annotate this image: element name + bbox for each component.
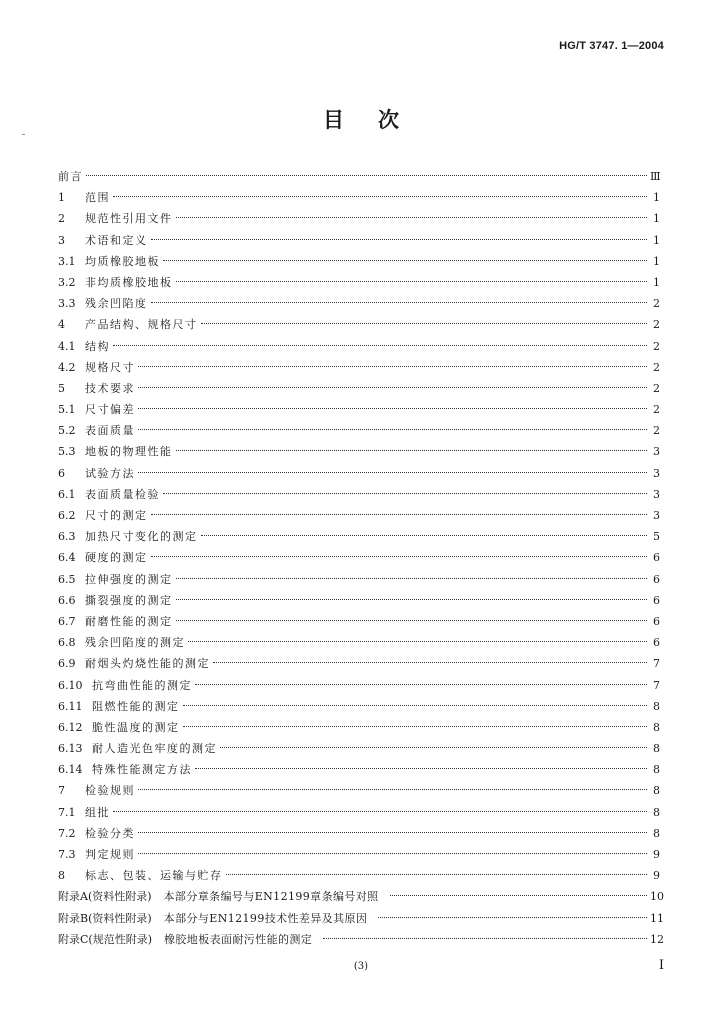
- toc-dot-leader: [226, 874, 648, 875]
- toc-entry-number: 4: [58, 318, 65, 332]
- toc-entry-page: 1: [653, 254, 660, 268]
- toc-entry-title: 表面质量: [85, 424, 135, 438]
- toc-entry-page: 10: [650, 890, 664, 904]
- toc-dot-leader: [86, 175, 647, 176]
- toc-entry[interactable]: [58, 632, 660, 653]
- toc-entry-title: 尺寸的测定: [85, 509, 148, 522]
- toc-entry-page: 8: [653, 699, 660, 713]
- toc-entry-page: 8: [653, 826, 660, 840]
- toc-entry-title: 特殊性能测定方法: [92, 763, 192, 777]
- toc-entry-number: 6.9: [58, 657, 76, 671]
- scan-speck: [22, 134, 25, 135]
- toc-entry-title: 规范性引用文件: [85, 212, 173, 226]
- toc-entry-number: 7.3: [58, 848, 76, 861]
- toc-entry-number: 6: [58, 466, 65, 480]
- toc-entry-title: 检验规则: [85, 784, 135, 798]
- toc-entry-title: 耐磨性能的测定: [85, 614, 173, 628]
- toc-dot-leader: [151, 514, 648, 515]
- toc-dot-leader: [138, 472, 647, 473]
- toc-entry-page: 3: [653, 445, 660, 459]
- toc-entry-page: 2: [653, 339, 660, 353]
- toc-entry[interactable]: [58, 526, 660, 547]
- toc-entry-number: 5: [58, 381, 65, 395]
- toc-entry[interactable]: [58, 547, 660, 568]
- toc-entry-number: 4.1: [58, 339, 76, 353]
- toc-entry-number: 3.1: [58, 254, 76, 268]
- toc-entry-page: 2: [653, 381, 660, 395]
- toc-entry-page: 5: [653, 530, 660, 544]
- toc-entry-page: 6: [653, 551, 660, 565]
- toc-entry-page: 6: [653, 572, 660, 586]
- toc-entry-number: 5.1: [58, 403, 76, 417]
- toc-entry-title: 加热尺寸变化的测定: [85, 530, 198, 544]
- toc-entry[interactable]: [58, 463, 660, 484]
- toc-dot-leader: [151, 556, 648, 557]
- toc-entry-number: 6.14: [58, 763, 83, 777]
- toc-dot-leader: [213, 662, 647, 663]
- toc-entry-page: 8: [653, 720, 660, 734]
- toc-entry-number: 6.4: [58, 551, 76, 565]
- toc-entry-page: 8: [653, 784, 660, 798]
- toc-entry-number: 6.10: [58, 678, 83, 692]
- toc-dot-leader: [113, 345, 647, 346]
- toc-entry-title: 耐人造光色牢度的测定: [92, 742, 217, 756]
- toc-entry[interactable]: [58, 590, 660, 611]
- toc-dot-leader: [195, 684, 647, 685]
- toc-entry-page: 6: [653, 593, 660, 607]
- toc-entry[interactable]: [58, 208, 660, 229]
- toc-entry[interactable]: [58, 187, 660, 208]
- toc-entry-title: 组批: [85, 805, 110, 819]
- toc-entry-number: 8: [58, 869, 65, 883]
- toc-entry-title: 范围: [85, 191, 110, 205]
- toc-dot-leader: [138, 789, 647, 790]
- toc-dot-leader: [176, 599, 648, 600]
- toc-dot-leader: [378, 917, 647, 918]
- toc-entry-title: 结构: [85, 339, 110, 353]
- toc-entry-page: 7: [653, 678, 660, 692]
- toc-entry[interactable]: [58, 908, 664, 929]
- toc-entry-title: 阻燃性能的测定: [92, 699, 180, 713]
- toc-entry-number: 附录B(资料性附录): [58, 911, 152, 925]
- toc-entry-number: 6.6: [58, 593, 76, 607]
- toc-entry[interactable]: [58, 378, 660, 399]
- toc-entry-page: 6: [653, 614, 660, 628]
- toc-entry-title: 地板的物理性能: [85, 445, 173, 459]
- toc-entry-number: 6.5: [58, 572, 76, 586]
- toc-entry-title: 橡胶地板表面耐污性能的测定: [164, 932, 313, 946]
- toc-entry-title: 本部分与EN12199技术性差异及其原因: [163, 911, 368, 925]
- toc-entry-number: 6.2: [58, 509, 76, 522]
- table-of-contents: [58, 166, 664, 950]
- toc-entry[interactable]: [58, 314, 660, 335]
- toc-entry-number: 4.2: [58, 360, 76, 374]
- toc-entry-number: 6.3: [58, 530, 76, 544]
- toc-entry[interactable]: [58, 569, 660, 590]
- toc-entry-number: 附录C(规范性附录): [58, 932, 152, 946]
- standard-code: HG/T 3747. 1—2004: [559, 40, 664, 52]
- toc-entry-page: 3: [653, 487, 660, 501]
- toc-dot-leader: [323, 938, 647, 939]
- toc-entry[interactable]: [58, 251, 660, 272]
- toc-entry-title: 术语和定义: [85, 233, 148, 247]
- toc-entry-title: 耐烟头灼烧性能的测定: [85, 657, 210, 671]
- toc-entry-number: 6.7: [58, 614, 76, 628]
- toc-entry[interactable]: [58, 484, 660, 505]
- toc-dot-leader: [138, 853, 647, 854]
- toc-dot-leader: [201, 323, 648, 324]
- toc-entry-page: 9: [653, 869, 660, 883]
- toc-entry-title: 表面质量检验: [85, 487, 160, 501]
- toc-entry-page: 2: [653, 403, 660, 417]
- toc-entry[interactable]: [58, 802, 660, 823]
- footer-page-label: (3): [353, 961, 369, 972]
- toc-entry-title: 脆性温度的测定: [92, 720, 180, 734]
- toc-entry[interactable]: [58, 759, 660, 780]
- page-title: 目次: [323, 107, 433, 132]
- toc-entry[interactable]: [58, 696, 660, 717]
- toc-entry-page: 8: [653, 742, 660, 756]
- toc-dot-leader: [390, 895, 647, 896]
- toc-entry[interactable]: [58, 357, 660, 378]
- toc-entry[interactable]: [58, 929, 664, 950]
- toc-entry-page: 6: [653, 636, 660, 650]
- toc-entry-title: 抗弯曲性能的测定: [92, 678, 192, 692]
- toc-entry[interactable]: [58, 505, 660, 526]
- toc-entry-number: 5.2: [58, 424, 76, 438]
- footer-page-number: I: [658, 958, 664, 973]
- toc-entry-number: 6.11: [58, 699, 83, 713]
- toc-entry[interactable]: [58, 166, 660, 187]
- toc-entry-number: 6.8: [58, 636, 76, 650]
- toc-entry[interactable]: [58, 844, 660, 865]
- toc-dot-leader: [113, 811, 647, 812]
- toc-entry-title: 撕裂强度的测定: [85, 593, 173, 607]
- toc-entry[interactable]: [58, 717, 660, 738]
- toc-entry-title: 产品结构、规格尺寸: [85, 318, 198, 332]
- toc-entry[interactable]: [58, 611, 660, 632]
- toc-dot-leader: [163, 493, 647, 494]
- toc-dot-leader: [195, 768, 647, 769]
- toc-entry-title: 试验方法: [85, 466, 135, 480]
- toc-entry-title: 拉伸强度的测定: [85, 572, 173, 586]
- toc-dot-leader: [138, 429, 647, 430]
- toc-entry-page: 2: [653, 424, 660, 438]
- toc-entry-title: 本部分章条编号与EN12199章条编号对照: [163, 890, 379, 904]
- toc-entry-title: 残余凹陷度: [85, 297, 148, 311]
- toc-entry[interactable]: [58, 230, 660, 251]
- toc-entry[interactable]: [58, 886, 664, 907]
- toc-entry-number: 6.12: [58, 720, 83, 734]
- toc-dot-leader: [176, 578, 648, 579]
- toc-entry-page: 2: [653, 318, 660, 332]
- toc-entry-page: 3: [653, 509, 660, 522]
- toc-dot-leader: [138, 832, 647, 833]
- toc-entry-number: 6.13: [58, 742, 83, 756]
- toc-entry-title: 均质橡胶地板: [85, 254, 160, 268]
- toc-entry-number: 3.3: [58, 297, 76, 311]
- toc-entry-title: 非均质橡胶地板: [85, 275, 173, 289]
- toc-entry-page: 11: [650, 911, 664, 925]
- toc-entry-number: 2: [58, 212, 65, 226]
- toc-entry[interactable]: [58, 399, 660, 420]
- toc-entry-title: 硬度的测定: [85, 551, 148, 565]
- toc-dot-leader: [201, 535, 648, 536]
- toc-entry-title: 尺寸偏差: [85, 403, 135, 417]
- toc-entry-title: 技术要求: [85, 381, 135, 395]
- toc-entry[interactable]: [58, 441, 660, 462]
- toc-entry[interactable]: [58, 420, 660, 441]
- toc-entry-page: 1: [653, 275, 660, 289]
- toc-entry[interactable]: [58, 293, 660, 314]
- toc-entry-page: 8: [653, 763, 660, 777]
- toc-dot-leader: [176, 450, 648, 451]
- toc-dot-leader: [176, 281, 648, 282]
- toc-entry-number: 附录A(资料性附录): [58, 890, 152, 904]
- toc-dot-leader: [183, 726, 648, 727]
- toc-entry-number: 3.2: [58, 275, 76, 289]
- toc-entry-page: 8: [653, 805, 660, 819]
- toc-entry[interactable]: [58, 780, 660, 801]
- toc-dot-leader: [113, 196, 647, 197]
- toc-entry[interactable]: [58, 865, 660, 886]
- toc-entry[interactable]: [58, 653, 660, 674]
- toc-dot-leader: [176, 217, 648, 218]
- toc-entry-page: 1: [653, 212, 660, 226]
- toc-entry-title: 规格尺寸: [85, 360, 135, 374]
- toc-entry-number: 5.3: [58, 445, 76, 459]
- toc-entry-page: 2: [653, 360, 660, 374]
- toc-dot-leader: [220, 747, 647, 748]
- toc-entry[interactable]: [58, 738, 660, 759]
- toc-entry-page: 12: [650, 932, 664, 946]
- toc-dot-leader: [163, 260, 647, 261]
- toc-entry-title: 检验分类: [85, 826, 135, 840]
- toc-entry-page: 2: [653, 297, 660, 311]
- toc-entry-number: 7: [58, 784, 65, 798]
- toc-entry[interactable]: [58, 675, 660, 696]
- toc-dot-leader: [138, 387, 647, 388]
- toc-dot-leader: [188, 641, 647, 642]
- toc-entry-page: 3: [653, 466, 660, 480]
- toc-dot-leader: [176, 620, 648, 621]
- toc-dot-leader: [151, 239, 648, 240]
- toc-entry-title: 残余凹陷度的测定: [85, 636, 185, 650]
- toc-dot-leader: [183, 705, 648, 706]
- toc-entry-page: 9: [653, 848, 660, 861]
- toc-dot-leader: [151, 302, 648, 303]
- toc-entry[interactable]: [58, 823, 660, 844]
- toc-entry[interactable]: [58, 272, 660, 293]
- toc-entry-number: 7.2: [58, 826, 76, 840]
- toc-entry-page: 7: [653, 657, 660, 671]
- toc-entry-page: 1: [653, 191, 660, 205]
- toc-entry-number: 7.1: [58, 805, 76, 819]
- toc-entry-number: 6.1: [58, 487, 76, 501]
- toc-entry-page: Ⅲ: [650, 170, 661, 183]
- toc-dot-leader: [138, 366, 647, 367]
- toc-entry-title: 前言: [58, 170, 83, 183]
- toc-entry-title: 标志、包装、运输与贮存: [85, 869, 223, 883]
- toc-entry-title: 判定规则: [85, 848, 135, 861]
- toc-dot-leader: [138, 408, 647, 409]
- toc-entry-number: 3: [58, 233, 65, 247]
- toc-entry-number: 1: [58, 191, 65, 205]
- toc-entry[interactable]: [58, 336, 660, 357]
- toc-entry-page: 1: [653, 233, 660, 247]
